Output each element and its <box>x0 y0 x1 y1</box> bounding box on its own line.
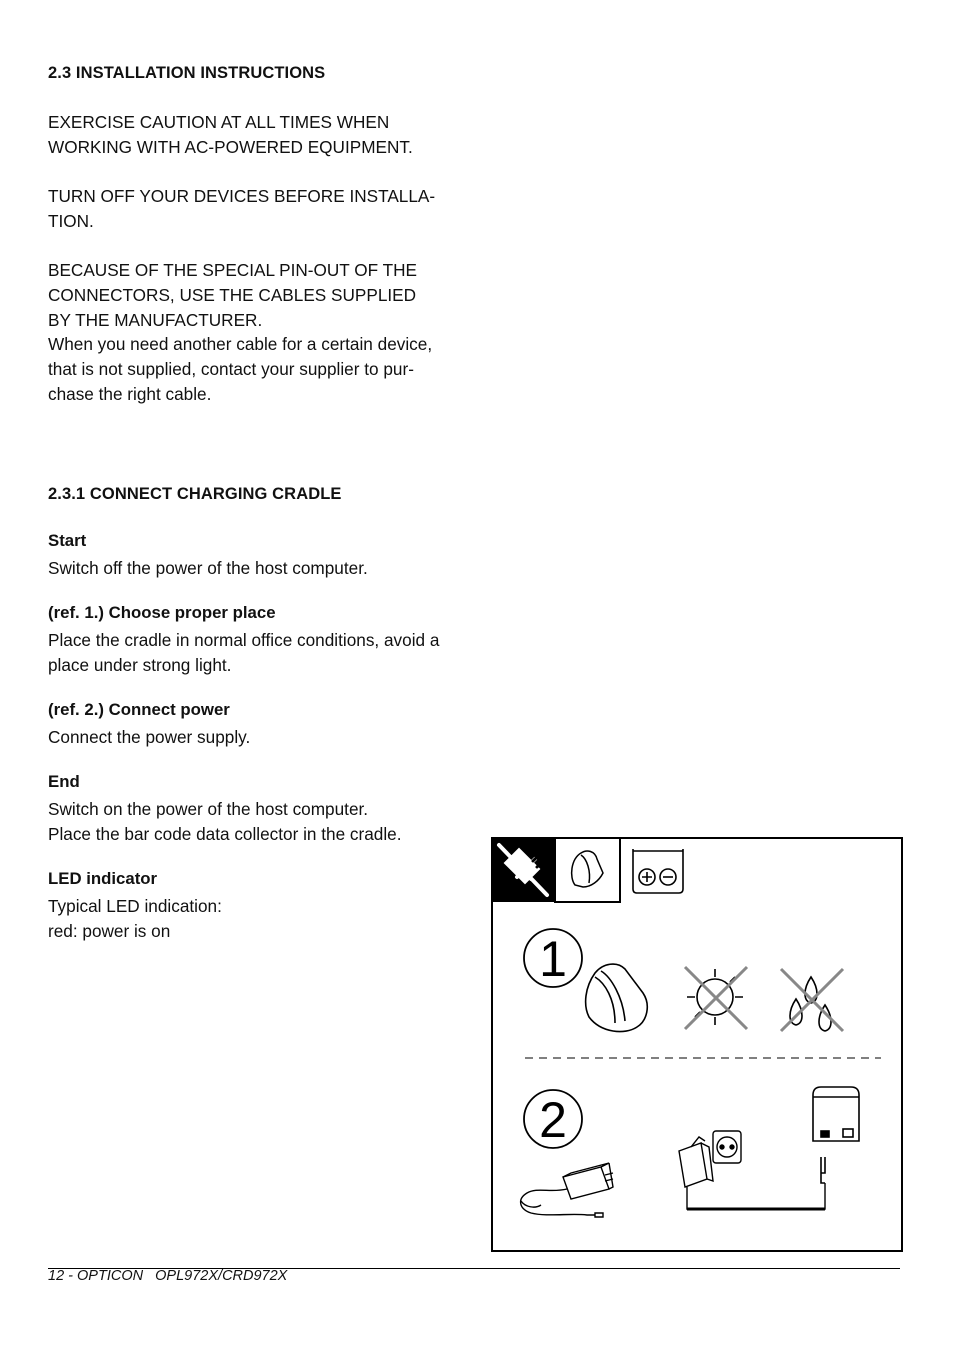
step-start <box>48 529 468 581</box>
step-title: (ref. 1.) Choose proper place <box>48 603 276 622</box>
step-text: Place the cradle in normal office conditions, avoid a <box>48 629 440 650</box>
text-line: EXERCISE CAUTION AT ALL TIMES WHEN <box>48 112 390 132</box>
step-1-number: 1 <box>539 931 567 987</box>
text-line: WORKING WITH AC-POWERED EQUIPMENT. <box>48 136 413 157</box>
step-title: End <box>48 772 80 791</box>
text-line: BECAUSE OF THE SPECIAL PIN-OUT OF THE <box>48 260 417 280</box>
step-choose-place <box>48 601 468 677</box>
text-line: chase the right cable. <box>48 383 212 404</box>
text-line: When you need another cable for a certain device, <box>48 334 433 355</box>
step-text: Place the bar code data collector in the cradle. <box>48 823 402 844</box>
step-led-indicator <box>48 867 468 943</box>
step-2-number: 2 <box>539 1092 567 1148</box>
subsection-heading: 2.3.1 CONNECT CHARGING CRADLE <box>48 485 342 503</box>
page-footer: 12 - OPTICON OPL972X/CRD972X <box>48 1268 288 1284</box>
step-text: red: power is on <box>48 920 171 941</box>
step-title: Start <box>48 531 87 550</box>
text-line: TION. <box>48 210 94 231</box>
step-text: Switch off the power of the host computer. <box>48 557 368 578</box>
installation-figure <box>491 837 903 1252</box>
step-title: (ref. 2.) Connect power <box>48 700 230 719</box>
caution-paragraph <box>48 110 468 160</box>
step-end <box>48 770 468 846</box>
text-line: BY THE MANUFACTURER. <box>48 309 263 330</box>
step-text: Switch on the power of the host computer. <box>48 798 369 819</box>
step-text: place under strong light. <box>48 654 232 675</box>
turnoff-paragraph <box>48 184 468 234</box>
step-title: LED indicator <box>48 869 158 888</box>
text-line: CONNECTORS, USE THE CABLES SUPPLIED <box>48 284 417 305</box>
cables-paragraph <box>48 258 468 407</box>
step-connect-power <box>48 698 468 750</box>
no-plug-icon <box>492 838 555 902</box>
text-line: that is not supplied, contact your supplier to pur- <box>48 359 414 380</box>
step-text: Connect the power supply. <box>48 726 251 747</box>
step-text: Typical LED indication: <box>48 895 222 916</box>
section-heading: 2.3 INSTALLATION INSTRUCTIONS <box>48 64 326 82</box>
text-line: TURN OFF YOUR DEVICES BEFORE INSTALLA- <box>48 186 436 206</box>
